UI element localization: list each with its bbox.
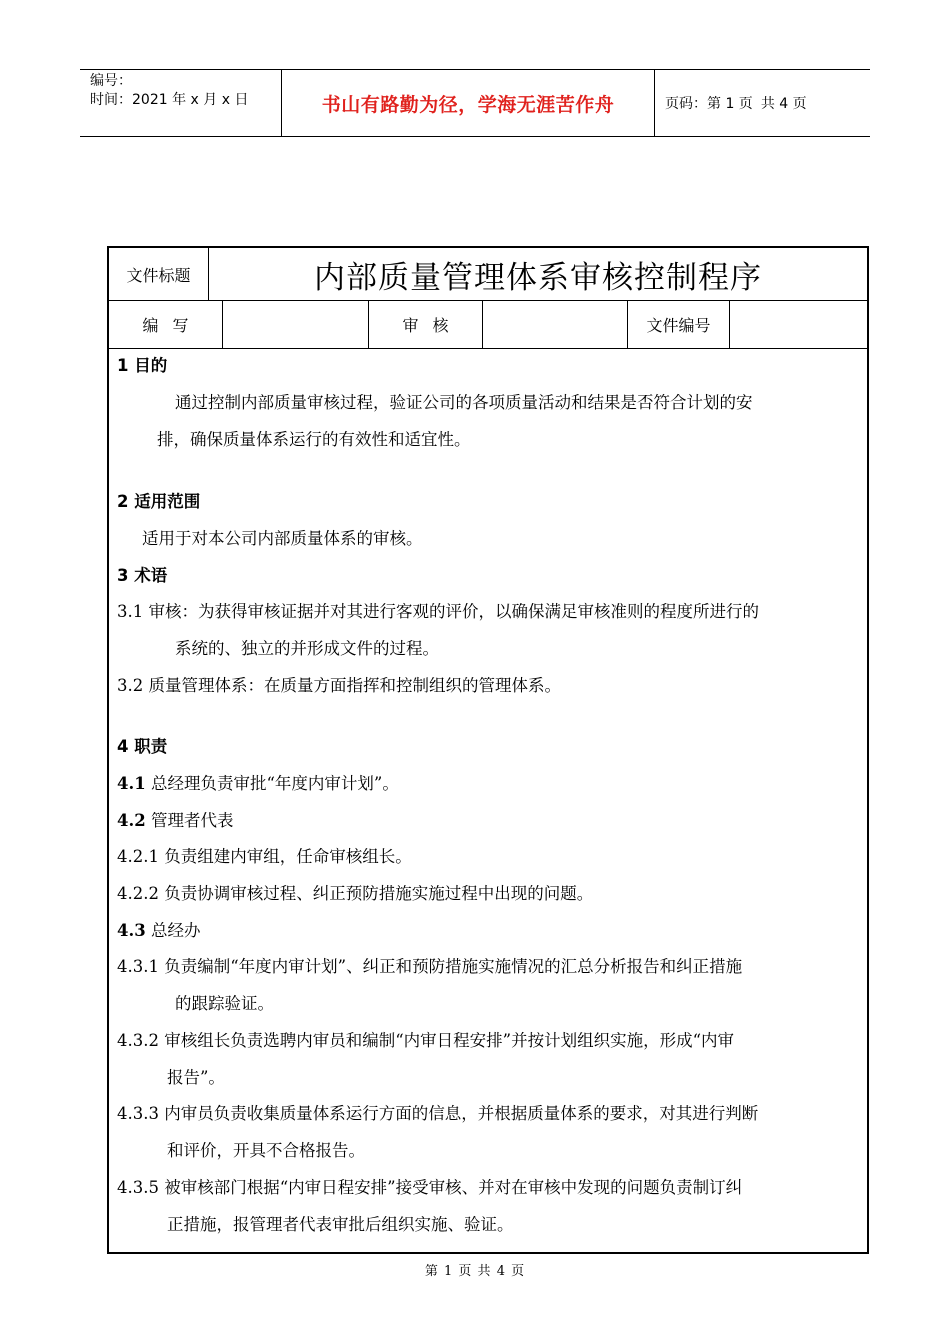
author-label: 编写 — [109, 301, 223, 348]
section-4-2-2: 4.2.2 负责协调审核过程、纠正预防措施实施过程中出现的问题。 — [117, 884, 594, 903]
section-4-heading: 4 职责 — [117, 737, 168, 756]
doc-no-value — [730, 301, 867, 348]
section-4-2-number: 4.2 — [117, 811, 146, 830]
page-label: 页码：第 1 页 — [665, 96, 753, 112]
header-motto: 书山有路勤为径，学海无涯苦作舟 — [282, 70, 655, 136]
section-4-1-text: 总经理负责审批“年度内审计划”。 — [145, 774, 399, 793]
number-label: 编号： — [90, 73, 132, 89]
section-4-3-number: 4.3 — [117, 921, 146, 940]
header-meta — [80, 70, 282, 136]
page-footer: 第 1 页 共 4 页 — [424, 1264, 526, 1279]
section-4-3-5-line1: 4.3.5 被审核部门根据“内审日程安排”接受审核、并对在审核中发现的问题负责制订纠 — [117, 1178, 743, 1197]
page-header — [80, 69, 870, 137]
review-value — [483, 301, 628, 348]
header-page-info — [655, 70, 870, 136]
section-4-2-1: 4.2.1 负责组建内审组，任命审核组长。 — [117, 847, 412, 866]
section-3-1-line1: 3.1 审核：为获得审核证据并对其进行客观的评价，以确保满足审核准则的程度所进行的 — [117, 602, 759, 621]
section-2-heading: 2 适用范围 — [117, 492, 201, 511]
page-total: 共 4 页 — [760, 96, 807, 112]
section-4-3-text: 总经办 — [145, 921, 201, 940]
section-3-2: 3.2 质量管理体系：在质量方面指挥和控制组织的管理体系。 — [117, 676, 561, 695]
section-1-heading: 1 目的 — [117, 356, 168, 375]
approval-row — [109, 301, 867, 349]
author-value — [223, 301, 369, 348]
section-4-3-2-line2: 报告”。 — [167, 1068, 225, 1087]
document-title: 内部质量管理体系审核控制程序 — [314, 259, 762, 296]
review-label: 审核 — [369, 301, 483, 348]
section-2-paragraph: 适用于对本公司内部质量体系的审核。 — [142, 529, 423, 548]
title-row — [109, 248, 867, 301]
section-4-3-2-line1: 4.3.2 审核组长负责选聘内审员和编制“内审日程安排”并按计划组织实施，形成“内审 — [117, 1031, 735, 1050]
section-4-3-1-line1: 4.3.1 负责编制“年度内审计划”、纠正和预防措施实施情况的汇总分析报告和纠正措施 — [117, 957, 743, 976]
section-1-paragraph-line2: 排，确保质量体系运行的有效性和适宜性。 — [157, 430, 471, 449]
section-4-3 — [117, 917, 200, 941]
time-text: 时间：2021 年 x 月 x 日 — [90, 92, 249, 108]
section-3-1-line2: 系统的、独立的并形成文件的过程。 — [175, 639, 439, 658]
document-frame — [107, 246, 869, 1254]
section-4-3-3-line2: 和评价，开具不合格报告。 — [167, 1141, 365, 1160]
section-4-2 — [117, 807, 233, 831]
section-4-3-1-line2: 的跟踪验证。 — [175, 994, 274, 1013]
section-4-3-5-line2: 正措施，报管理者代表审批后组织实施、验证。 — [167, 1215, 514, 1234]
section-4-2-text: 管理者代表 — [145, 811, 234, 830]
title-label: 文件标题 — [109, 248, 209, 300]
doc-no-label: 文件编号 — [628, 301, 730, 348]
section-4-1-number: 4.1 — [117, 774, 146, 793]
section-4-1 — [117, 770, 399, 794]
section-4-3-3-line1: 4.3.3 内审员负责收集质量体系运行方面的信息，并根据质量体系的要求，对其进行判断 — [117, 1104, 759, 1123]
section-1-paragraph-line1: 通过控制内部质量审核过程，验证公司的各项质量活动和结果是否符合计划的安 — [175, 393, 753, 412]
section-3-heading: 3 术语 — [117, 566, 168, 585]
